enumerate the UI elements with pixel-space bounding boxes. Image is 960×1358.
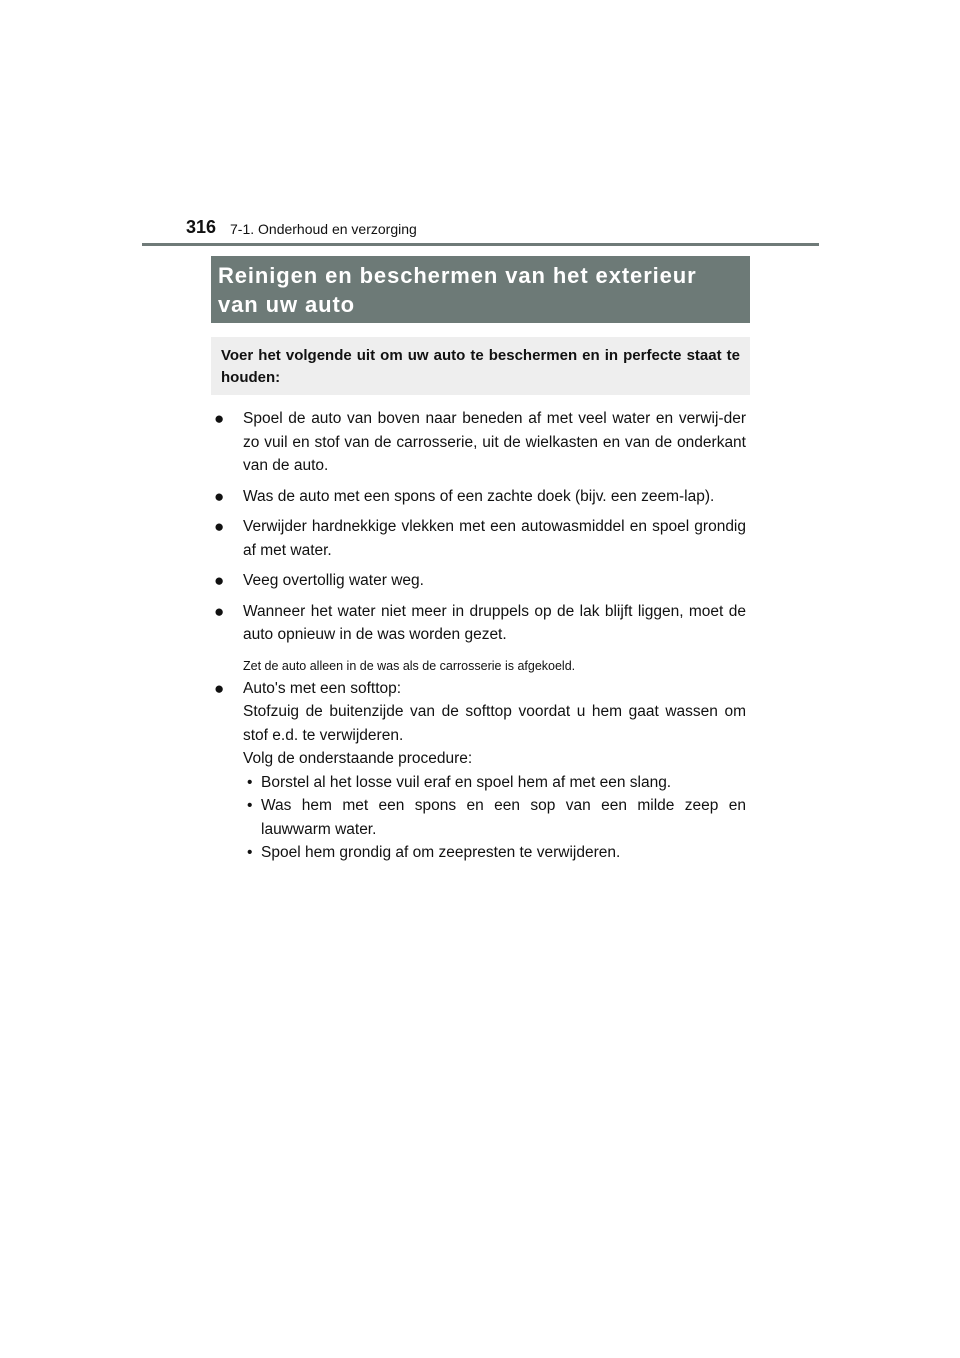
page-number: 316: [186, 217, 217, 237]
softtop-procedure-intro: Volg de onderstaande procedure:: [243, 750, 473, 767]
list-item-text: Was de auto met een spons of een zachte doek (bijv. een zeem-lap).: [243, 487, 715, 505]
bullet-icon: ●: [214, 486, 225, 506]
sub-bullet-icon: •: [247, 773, 253, 791]
procedure-step-text: Spoel hem grondig af om zeepresten te verwijderen.: [261, 844, 621, 861]
list-item-text: Wanneer het water niet meer in druppels op de lak blijft liggen, moet de auto opnieuw in de was worden gezet.: [243, 602, 746, 643]
list-item-softtop: [214, 677, 746, 865]
running-section-title: 7-1. Onderhoud en verzorging: [230, 221, 417, 237]
page-title: Reinigen en beschermen van het exterieur van uw auto: [211, 256, 750, 323]
header-rule: [142, 243, 819, 246]
bullet-icon: ●: [214, 517, 225, 536]
intro-box: Voer het volgende uit om uw auto te beschermen en in perfecte staat te houden:: [211, 337, 750, 395]
list-item-text: Veeg overtollig water weg.: [243, 572, 424, 589]
list-item-text: Spoel de auto van boven naar beneden af met veel water en verwij-der zo vuil en stof van de carrosserie, uit de wielkasten en van de onderkant van de auto.: [243, 410, 746, 474]
procedure-list: [243, 771, 746, 865]
bullet-icon: ●: [214, 409, 225, 428]
list-item-text: Verwijder hardnekkige vlekken met een autowasmiddel en spoel grondig af met water.: [243, 518, 746, 559]
list-item: [214, 600, 746, 647]
bullet-icon: ●: [214, 678, 225, 698]
bullet-icon: ●: [214, 571, 225, 590]
note-text: Zet de auto alleen in de was als de carrosserie is afgekoeld.: [243, 658, 576, 673]
softtop-heading: Auto's met een softtop:: [243, 679, 402, 697]
procedure-step-text: Was hem met een spons en een sop van een milde zeep en lauwwarm water.: [261, 797, 746, 838]
procedure-step: [243, 771, 746, 795]
procedure-step-text: Borstel al het losse vuil eraf en spoel hem af met een slang.: [261, 773, 672, 791]
list-item: [214, 515, 746, 562]
procedure-step: [243, 841, 746, 865]
sub-bullet-icon: •: [247, 797, 253, 814]
list-item: [214, 569, 746, 593]
softtop-paragraph: Stofzuig de buitenzijde van de softtop voordat u hem gaat wassen om stof e.d. te verwijderen.: [243, 703, 746, 744]
content: [214, 400, 746, 865]
procedure-step: [243, 794, 746, 841]
list-item: [214, 485, 746, 509]
page-header: [0, 0, 960, 250]
list-item: [214, 407, 746, 478]
bullet-icon: ●: [214, 601, 225, 621]
sub-bullet-icon: •: [247, 844, 253, 861]
